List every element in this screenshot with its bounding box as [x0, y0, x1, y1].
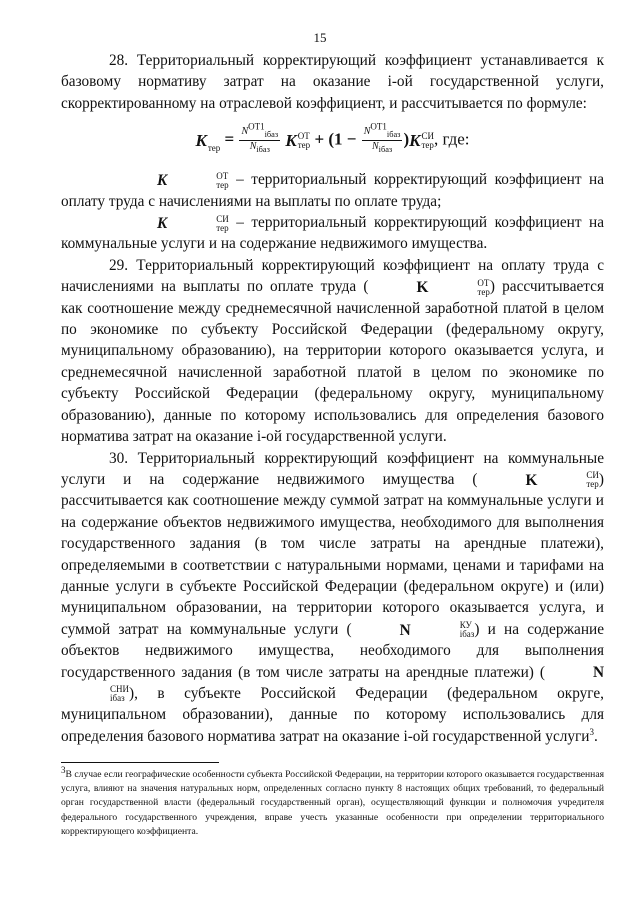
formula-k-sub: тер	[207, 142, 221, 153]
p30-symbol-3: N	[592, 664, 604, 682]
body-text	[61, 50, 604, 747]
p30-symbol-1: K	[525, 471, 538, 489]
p30-s3-sup: СНИ	[110, 684, 130, 695]
p29-before: 29. Территориальный корректирующий коэффициент на оплату труда с начислениями на выплаты по оплате труда (	[61, 256, 604, 296]
def1-sup: ОТ	[216, 170, 229, 181]
formula-k1: K	[285, 131, 297, 151]
p30-s1-sup: СИ	[586, 470, 599, 481]
footnote-divider	[61, 762, 219, 763]
footnote-text: В случае если географические особенности субъекта Российской Федерации, на территории которого оказывается государственная услуга, влияют на значения натуральных норм, определенных согласно пункту 8 настоящих общих требований, то федеральный орган государственной власти (федеральный государственный орган), осуществляющий функции и полномочия учредителя федерального государственного учреждения, вправе учесть указанные особенности при определении территориального корректирующего коэффициента.	[61, 769, 604, 837]
p29-sup: ОТ	[477, 277, 490, 288]
formula-plus: + (1 −	[314, 129, 357, 149]
def1-symbol: K	[157, 172, 168, 190]
frac2-num-sub: iбаз	[386, 130, 401, 140]
page-number: 15	[313, 30, 327, 45]
frac-num-main: N	[241, 126, 249, 138]
formula-k: K	[195, 131, 207, 151]
def1-text: – территориальный корректирующий коэффициент на оплату труда с начислениями на выплаты по оплате труда;	[61, 171, 604, 210]
def2-sub: тер	[216, 222, 229, 233]
formula-k1-sub: тер	[297, 139, 311, 150]
frac2-num-main: N	[363, 126, 371, 138]
footnote-reference[interactable]: 3	[589, 726, 594, 737]
def2-symbol: K	[157, 214, 168, 232]
frac-den-main: N	[249, 141, 257, 153]
p30-s2-sub: iбаз	[459, 629, 475, 640]
def1-sub: тер	[216, 179, 229, 190]
p30-a: 30. Территориальный корректирующий коэффициент на коммунальные услуги и на содержание недвижимого имущества (	[61, 449, 604, 488]
p30-s3-sub: iбаз	[110, 693, 125, 704]
formula-fraction	[239, 121, 280, 155]
p30-b: ) рассчитывается как соотношение между суммой затрат на коммунальные услуги и на содержание объектов недвижимого имущества, необходимого для выполнения государственного задания (в том числе затраты на арендные платежи), определяемыми в соответствии с натуральными нормами, ценами и тарифами на данные услуги в субъекте Российской Федерации (федеральном округе) и (или) муниципальном образовании, на территории которого оказывается услуга, и суммой затрат на коммунальные услуги (	[61, 470, 604, 638]
p29-after: ) рассчитывается как соотношение между среднемесячной начисленной заработной платой в целом по экономике по субъекту Российской Федерации (федеральному округу, муниципальному образованию), на территории которого оказывается услуга, и среднемесячной начисленной заработной платой в целом по экономике по субъекту Российской Федерации (федеральному округу, муниципальному образованию), данные по которому использовались для определения базового норматива затрат на оказание i-ой государственной услуги.	[61, 278, 604, 446]
frac-num-sub: iбаз	[264, 130, 279, 140]
frac-num-sup: ОТ1	[248, 121, 265, 132]
frac2-den-sub: iбаз	[378, 145, 393, 155]
formula-fraction-2	[362, 121, 403, 155]
frac-den-sub: iбаз	[256, 145, 270, 155]
footnote	[61, 764, 604, 839]
formula-k1-sup: ОТ	[297, 130, 310, 141]
formula-close: )	[403, 129, 410, 149]
paragraph-29	[61, 255, 604, 448]
p30-end: .	[593, 727, 598, 745]
p30-s2-sup: КУ	[459, 620, 472, 631]
frac2-num-sup: ОТ1	[370, 121, 387, 132]
formula-equals: =	[224, 129, 235, 149]
p30-symbol-2: N	[399, 621, 411, 639]
formula-k2-sub: тер	[421, 139, 434, 150]
footnote-mark: 3	[61, 764, 66, 775]
p30-s1-sub: тер	[586, 479, 599, 490]
formula-k2-sup: СИ	[421, 130, 434, 141]
def2-sup: СИ	[216, 213, 229, 224]
paragraph-30	[61, 448, 604, 748]
definition-2	[61, 212, 604, 255]
p30-d: ), в субъекте Российской Федерации (федеральном округе, муниципальном образовании), данные по которому использовались для определения базового норматива затрат на оказание i-ой государственной услуги	[61, 684, 604, 745]
formula-k2: K	[409, 131, 421, 151]
p30-c: ) и на содержание объектов недвижимого имущества, необходимого для выполнения государственного задания (в том числе затраты на арендные платежи) (	[61, 620, 604, 681]
p29-sub: тер	[477, 286, 490, 297]
paragraph-28: 28. Территориальный корректирующий коэффициент устанавливается к базовому нормативу затрат на оказание i-ой государственной услуги, скорректированному на отраслевой коэффициент, и рассчитывается по формуле:	[61, 52, 604, 112]
def2-text: – территориальный корректирующий коэффициент на коммунальные услуги и на содержание недвижимого имущества.	[61, 214, 604, 253]
formula	[61, 121, 604, 155]
formula-tail: , где:	[433, 129, 470, 149]
frac2-den-main: N	[371, 141, 379, 153]
p29-symbol: K	[416, 279, 429, 297]
definition-1	[61, 169, 604, 212]
